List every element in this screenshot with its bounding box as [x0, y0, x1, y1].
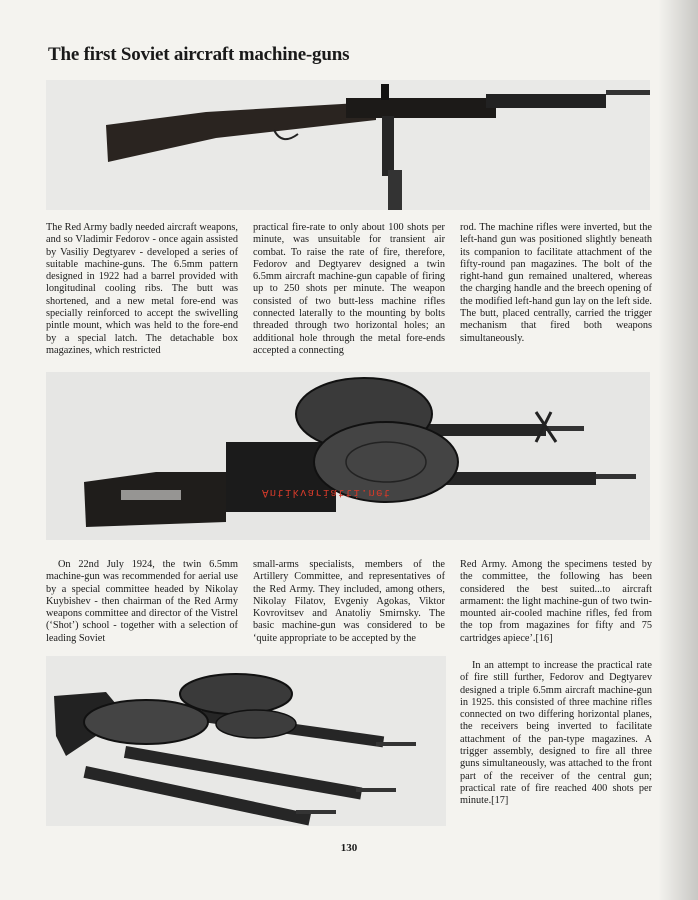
paragraph: On 22nd July 1924, the twin 6.5mm machine-gun was recommended for aerial use by a special committee headed by Nikolay Kuybishev - then chairman of the Red Army weapons committee and director of the Vistrel (‘Shot’) school - together with a selection of leading Soviet [46, 559, 238, 644]
page-number: 130 [340, 842, 358, 854]
text-col-3 [460, 660, 652, 808]
text-col-1-3 [460, 222, 652, 345]
paragraph: The Red Army badly needed aircraft weapons, and so Vladimir Fedorov - once again assisted by Vasiliy Degtyarev - developed a series of suitable machine-guns. The 6.5mm pattern designed in 1922 had a barrel provided with longitudinal cooling ribs. The butt was shortened, and a new metal fore-end was specially reinforced to accept the swivelling pintle mount, which was held to the fore-end by a special latch. The detachable box magazines, which restricted [46, 222, 238, 356]
page-title: The first Soviet aircraft machine-guns [48, 44, 350, 65]
text-col-2-2 [253, 559, 445, 645]
photo-twin-machine-gun [46, 372, 650, 540]
paragraph: practical fire-rate to only about 100 shots per minute, was unsuitable for transient air combat. To raise the rate of fire, therefore, Fedorov and Degtyarev designed a twin 6.5mm aircraft machine-gun capable of firing up to 250 shots per minute. The weapon consisted of two butt-less machine rifles connected laterally to the mounting by bolts threaded through two horizontal holes; an additional hole through the metal fore-ends accepted a connecting [253, 222, 445, 356]
paragraph: In an attempt to increase the practical rate of fire still further, Fedorov and Degtyarev designed a triple 6.5mm aircraft machine-gun in 1925. this consisted of three machine rifles connected on two differing horizontal planes, the receivers being inverted to facilitate attachment of the pan-type magazines. A trigger assembly, designed to fire all three guns simultaneously, was attached to the front part of the receiver of the central gun; practical rate of fire reached 400 shots per minute.[17] [460, 660, 652, 807]
page-edge-shadow [658, 0, 698, 900]
photo-triple-machine-gun [46, 656, 446, 826]
watermark: Antikvariatti.net [262, 486, 392, 498]
paragraph: rod. The machine rifles were inverted, but the left-hand gun was positioned slightly beneath its companion to facilitate attachment of the fifty-round pan magazines. The bolt of the right-hand gun remained unaltered, whereas the charging handle and the breech opening of the modified left-hand gun lay on the left side. The butt, placed centrally, carried the trigger mechanism that fired both weapons simultaneously. [460, 222, 652, 344]
photo-single-machine-rifle [46, 80, 650, 210]
text-col-1-2 [253, 222, 445, 357]
text-col-1-1 [46, 222, 238, 357]
text-col-2-3 [460, 559, 652, 645]
text-col-2-1 [46, 559, 238, 645]
paragraph: Red Army. Among the specimens tested by the committee, the following has been considered the best suited...to aircraft armament: the light machine-gun of two twin-mounted air-cooled machine rifles, fed from the top from magazines for fifty and 75 cartridges apiece’.[16] [460, 559, 652, 644]
paragraph: small-arms specialists, members of the Artillery Committee, and representatives of the Red Army. They included, among others, Nikolay Filatov, Evgeniy Agokas, Viktor Kovrovitsev and Anatoliy Smirnsky. The basic machine-gun was considered to be ‘quite appropriate to be accepted by the [253, 559, 445, 644]
